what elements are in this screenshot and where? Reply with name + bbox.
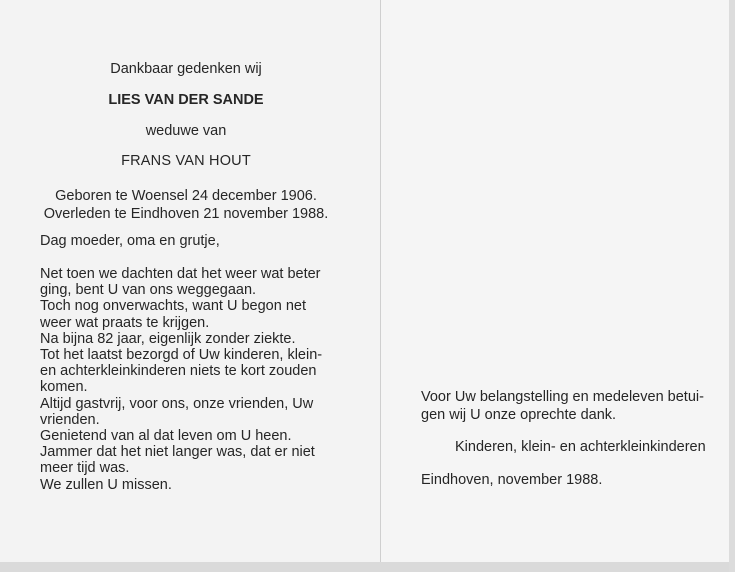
life-dates (40, 187, 332, 223)
poem-line: vrienden. (40, 411, 100, 428)
family-signature: Kinderen, klein- en achterkleinkinderen (455, 439, 706, 455)
memorial-poem (40, 266, 340, 493)
thanks-message (421, 388, 704, 424)
place-and-date: Eindhoven, november 1988. (421, 472, 603, 488)
poem-line: Tot het laatst bezorgd of Uw kinderen, klein- (40, 347, 323, 364)
card-fold (380, 0, 381, 572)
poem-line: We zullen U missen. (40, 476, 172, 493)
poem-line: en achterkleinkinderen niets te kort zouden (40, 363, 317, 380)
card-right-edge (729, 0, 735, 572)
poem-line: komen. (40, 379, 88, 396)
poem-line: weer wat praats te krijgen. (40, 314, 210, 331)
greeting: Dag moeder, oma en grutje, (40, 233, 220, 249)
poem-line: Jammer dat het niet langer was, dat er niet (40, 444, 315, 461)
thanks-line: Voor Uw belangstelling en medeleven betui- (421, 389, 704, 405)
widow-of-text: weduwe van (145, 123, 227, 139)
deceased-name: LIES VAN DER SANDE (108, 92, 264, 108)
thanks-line: gen wij U onze oprechte dank. (421, 407, 617, 423)
poem-line: Na bijna 82 jaar, eigenlijk zonder ziekte. (40, 330, 296, 347)
spouse-name: FRANS VAN HOUT (121, 153, 251, 169)
birth-line: Geboren te Woensel 24 december 1906. (55, 188, 317, 204)
card-bottom-edge (0, 562, 735, 572)
death-line: Overleden te Eindhoven 21 november 1988. (43, 206, 329, 222)
poem-line: ging, bent U van ons weggegaan. (40, 282, 257, 299)
poem-line: Altijd gastvrij, voor ons, onze vrienden, Uw (40, 395, 314, 412)
poem-line: Genietend van al dat leven om U heen. (40, 428, 292, 445)
poem-line: meer tijd was. (40, 460, 130, 477)
intro-text: Dankbaar gedenken wij (110, 61, 262, 77)
poem-line: Toch nog onverwachts, want U begon net (40, 298, 306, 315)
poem-line: Net toen we dachten dat het weer wat beter (40, 266, 321, 282)
